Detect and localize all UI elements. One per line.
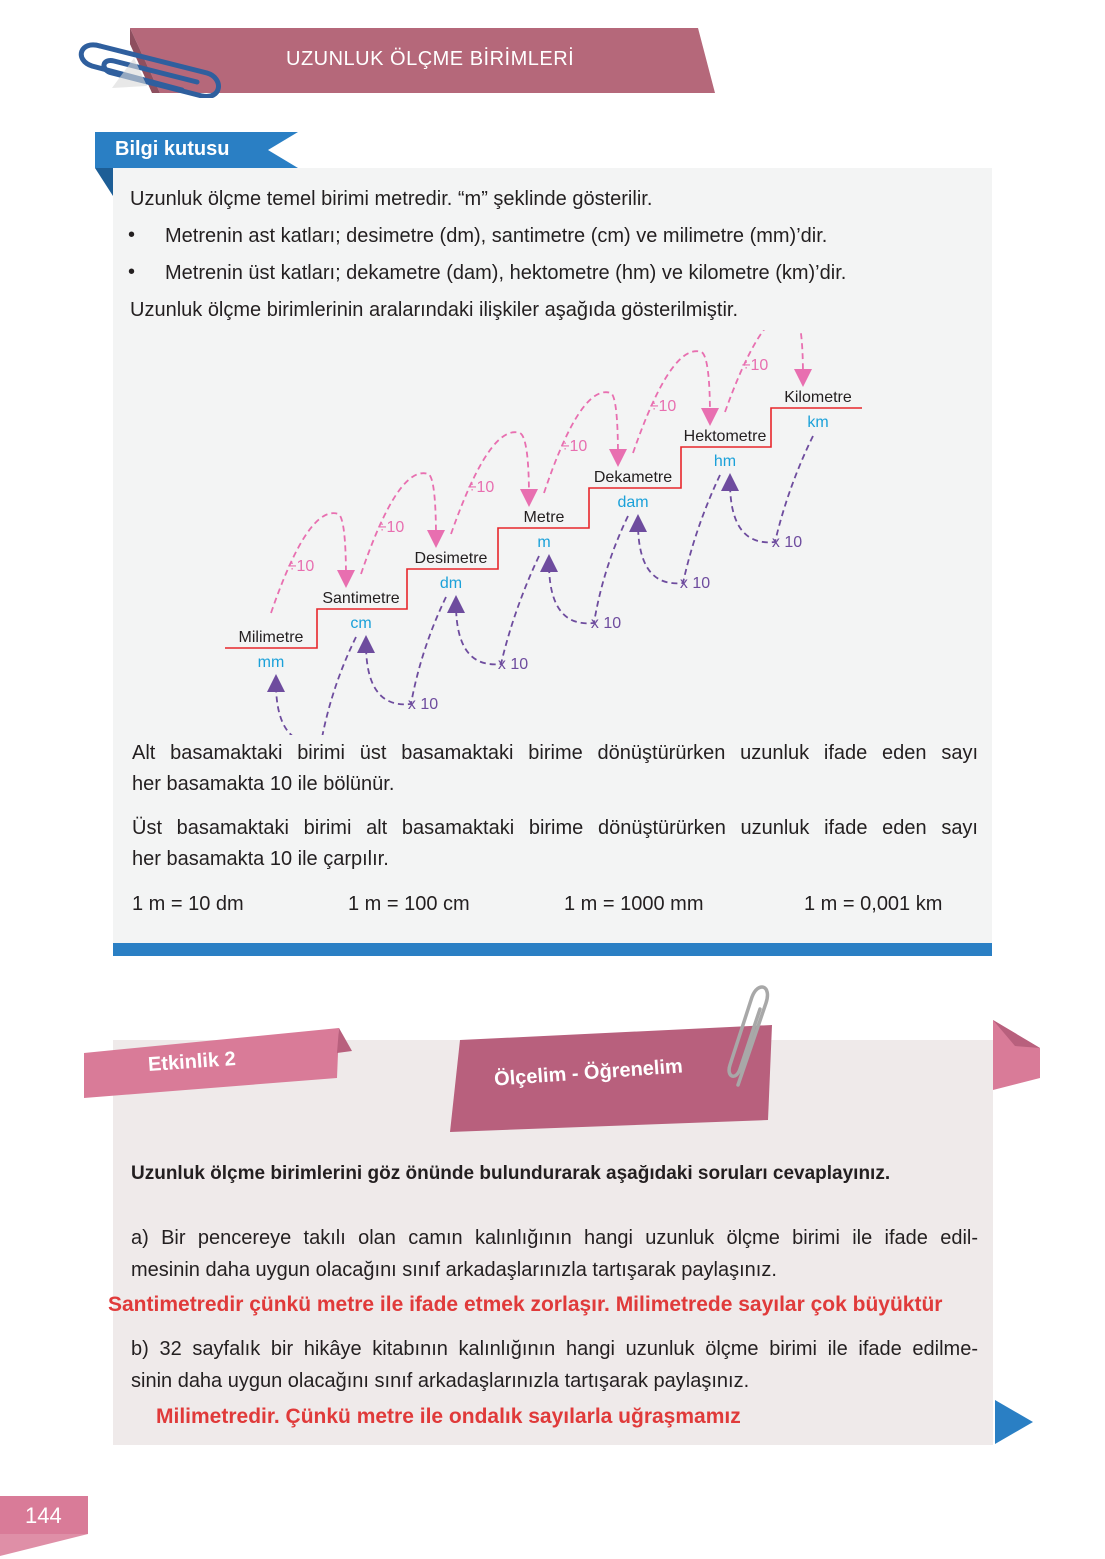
next-arrow-icon[interactable] [995,1400,1035,1445]
answer-b: Milimetredir. Çünkü metre ile ondalık sayılarla uğraşmamız [156,1405,741,1428]
divide-label: ÷10 [560,438,588,455]
activity-label: Etkinlik 2 [147,1047,237,1077]
bullet-item: Metrenin ast katları; desimetre (dm), santimetre (cm) ve milimetre (mm)’dir. [165,225,828,247]
unit-abbr-label: m [537,534,551,551]
multiply-arrow [276,637,356,735]
activity-title: Ölçelim - Öğrenelim [493,1055,684,1091]
equation-cm: 1 m = 100 cm [348,893,470,915]
equation-mm: 1 m = 1000 mm [564,893,704,915]
question-b-line-2: sinin daha uygun olacağını sınıf arkadaşlarınızla tartışarak paylaşınız. [131,1370,750,1392]
divide-label: ÷10 [377,519,405,536]
bullet-dot: • [128,224,136,246]
unit-stair-diagram [215,330,875,735]
unit-abbr-label: km [807,414,829,431]
info-box-bottom-bar [113,943,992,956]
multiply-label: x 10 [590,615,622,632]
divide-label: ÷10 [649,398,677,415]
unit-abbr-label: mm [257,654,285,671]
answer-a: Santimetredir çünkü metre ile ifade etmek zorlaşır. Milimetrede sayılar çok büyüktür [108,1293,943,1316]
paragraph-divide-line-1: Alt basamaktaki birimi üst basamaktaki birime dönüştürürken uzunluk ifade eden sayı [132,742,978,764]
unit-abbr-label: dam [617,494,649,511]
multiply-arrow [366,597,446,704]
activity-instruction: Uzunluk ölçme birimlerini göz önünde bulundurarak aşağıdaki soruları cevaplayınız. [131,1163,891,1184]
divide-label: ÷10 [287,558,315,575]
multiply-arrow [730,436,813,542]
corner-fold-decoration [985,1018,1045,1098]
multiply-label: x 10 [497,656,529,673]
unit-abbr-label: dm [439,575,463,592]
unit-name-label: Milimetre [238,629,304,646]
page-title: UZUNLUK ÖLÇME BİRİMLERİ [286,48,575,70]
question-a-line-2: mesinin daha uygun olacağını sınıf arkadaşlarınızla tartışarak paylaşınız. [131,1259,777,1281]
unit-abbr-label: hm [713,453,737,470]
divide-label: ÷10 [467,479,495,496]
unit-name-label: Kilometre [784,389,852,406]
unit-name-label: Santimetre [322,590,400,607]
unit-name-label: Dekametre [593,469,673,486]
multiply-label: x 10 [407,696,439,713]
bullet-item: Metrenin üst katları; dekametre (dam), hektometre (hm) ve kilometre (km)’dir. [165,262,847,284]
multiply-label: x 10 [679,575,711,592]
relation-text: Uzunluk ölçme birimlerinin aralarındaki ilişkiler aşağıda gösterilmiştir. [130,299,738,321]
question-b-line-1: b) 32 sayfalık bir hikâye kitabının kalınlığının hangi uzunluk ölçme birimi ile ifade edilme- [131,1338,978,1360]
unit-name-label: Metre [523,509,565,526]
multiply-label: x 10 [771,534,803,551]
multiply-arrow [638,475,720,583]
equation-dm: 1 m = 10 dm [132,893,244,915]
paragraph-multiply-line-2: her basamakta 10 ile çarpılır. [132,848,389,870]
unit-name-label: Hektometre [683,428,767,445]
bullet-dot: • [128,261,136,283]
multiply-arrow [456,556,539,664]
stair-line [225,408,862,648]
question-a-line-1: a) Bir pencereye takılı olan camın kalınlığının hangi uzunluk ölçme birimi ile ifade edil- [131,1227,978,1249]
unit-abbr-label: cm [350,615,372,632]
paperclip-icon [718,985,783,1095]
paperclip-icon [72,18,232,98]
paragraph-multiply-line-1: Üst basamaktaki birimi alt basamaktaki birime dönüştürürken uzunluk ifade eden sayı [132,817,978,839]
multiply-arrow [549,516,628,623]
equation-km: 1 m = 0,001 km [804,893,943,915]
divide-label: ÷10 [741,357,769,374]
info-intro: Uzunluk ölçme temel birimi metredir. “m” şeklinde gösterilir. [130,188,653,210]
page-number: 144 [25,1503,62,1528]
paragraph-divide-line-2: her basamakta 10 ile bölünür. [132,773,395,795]
unit-name-label: Desimetre [414,550,488,567]
info-box-label: Bilgi kutusu [115,138,230,160]
